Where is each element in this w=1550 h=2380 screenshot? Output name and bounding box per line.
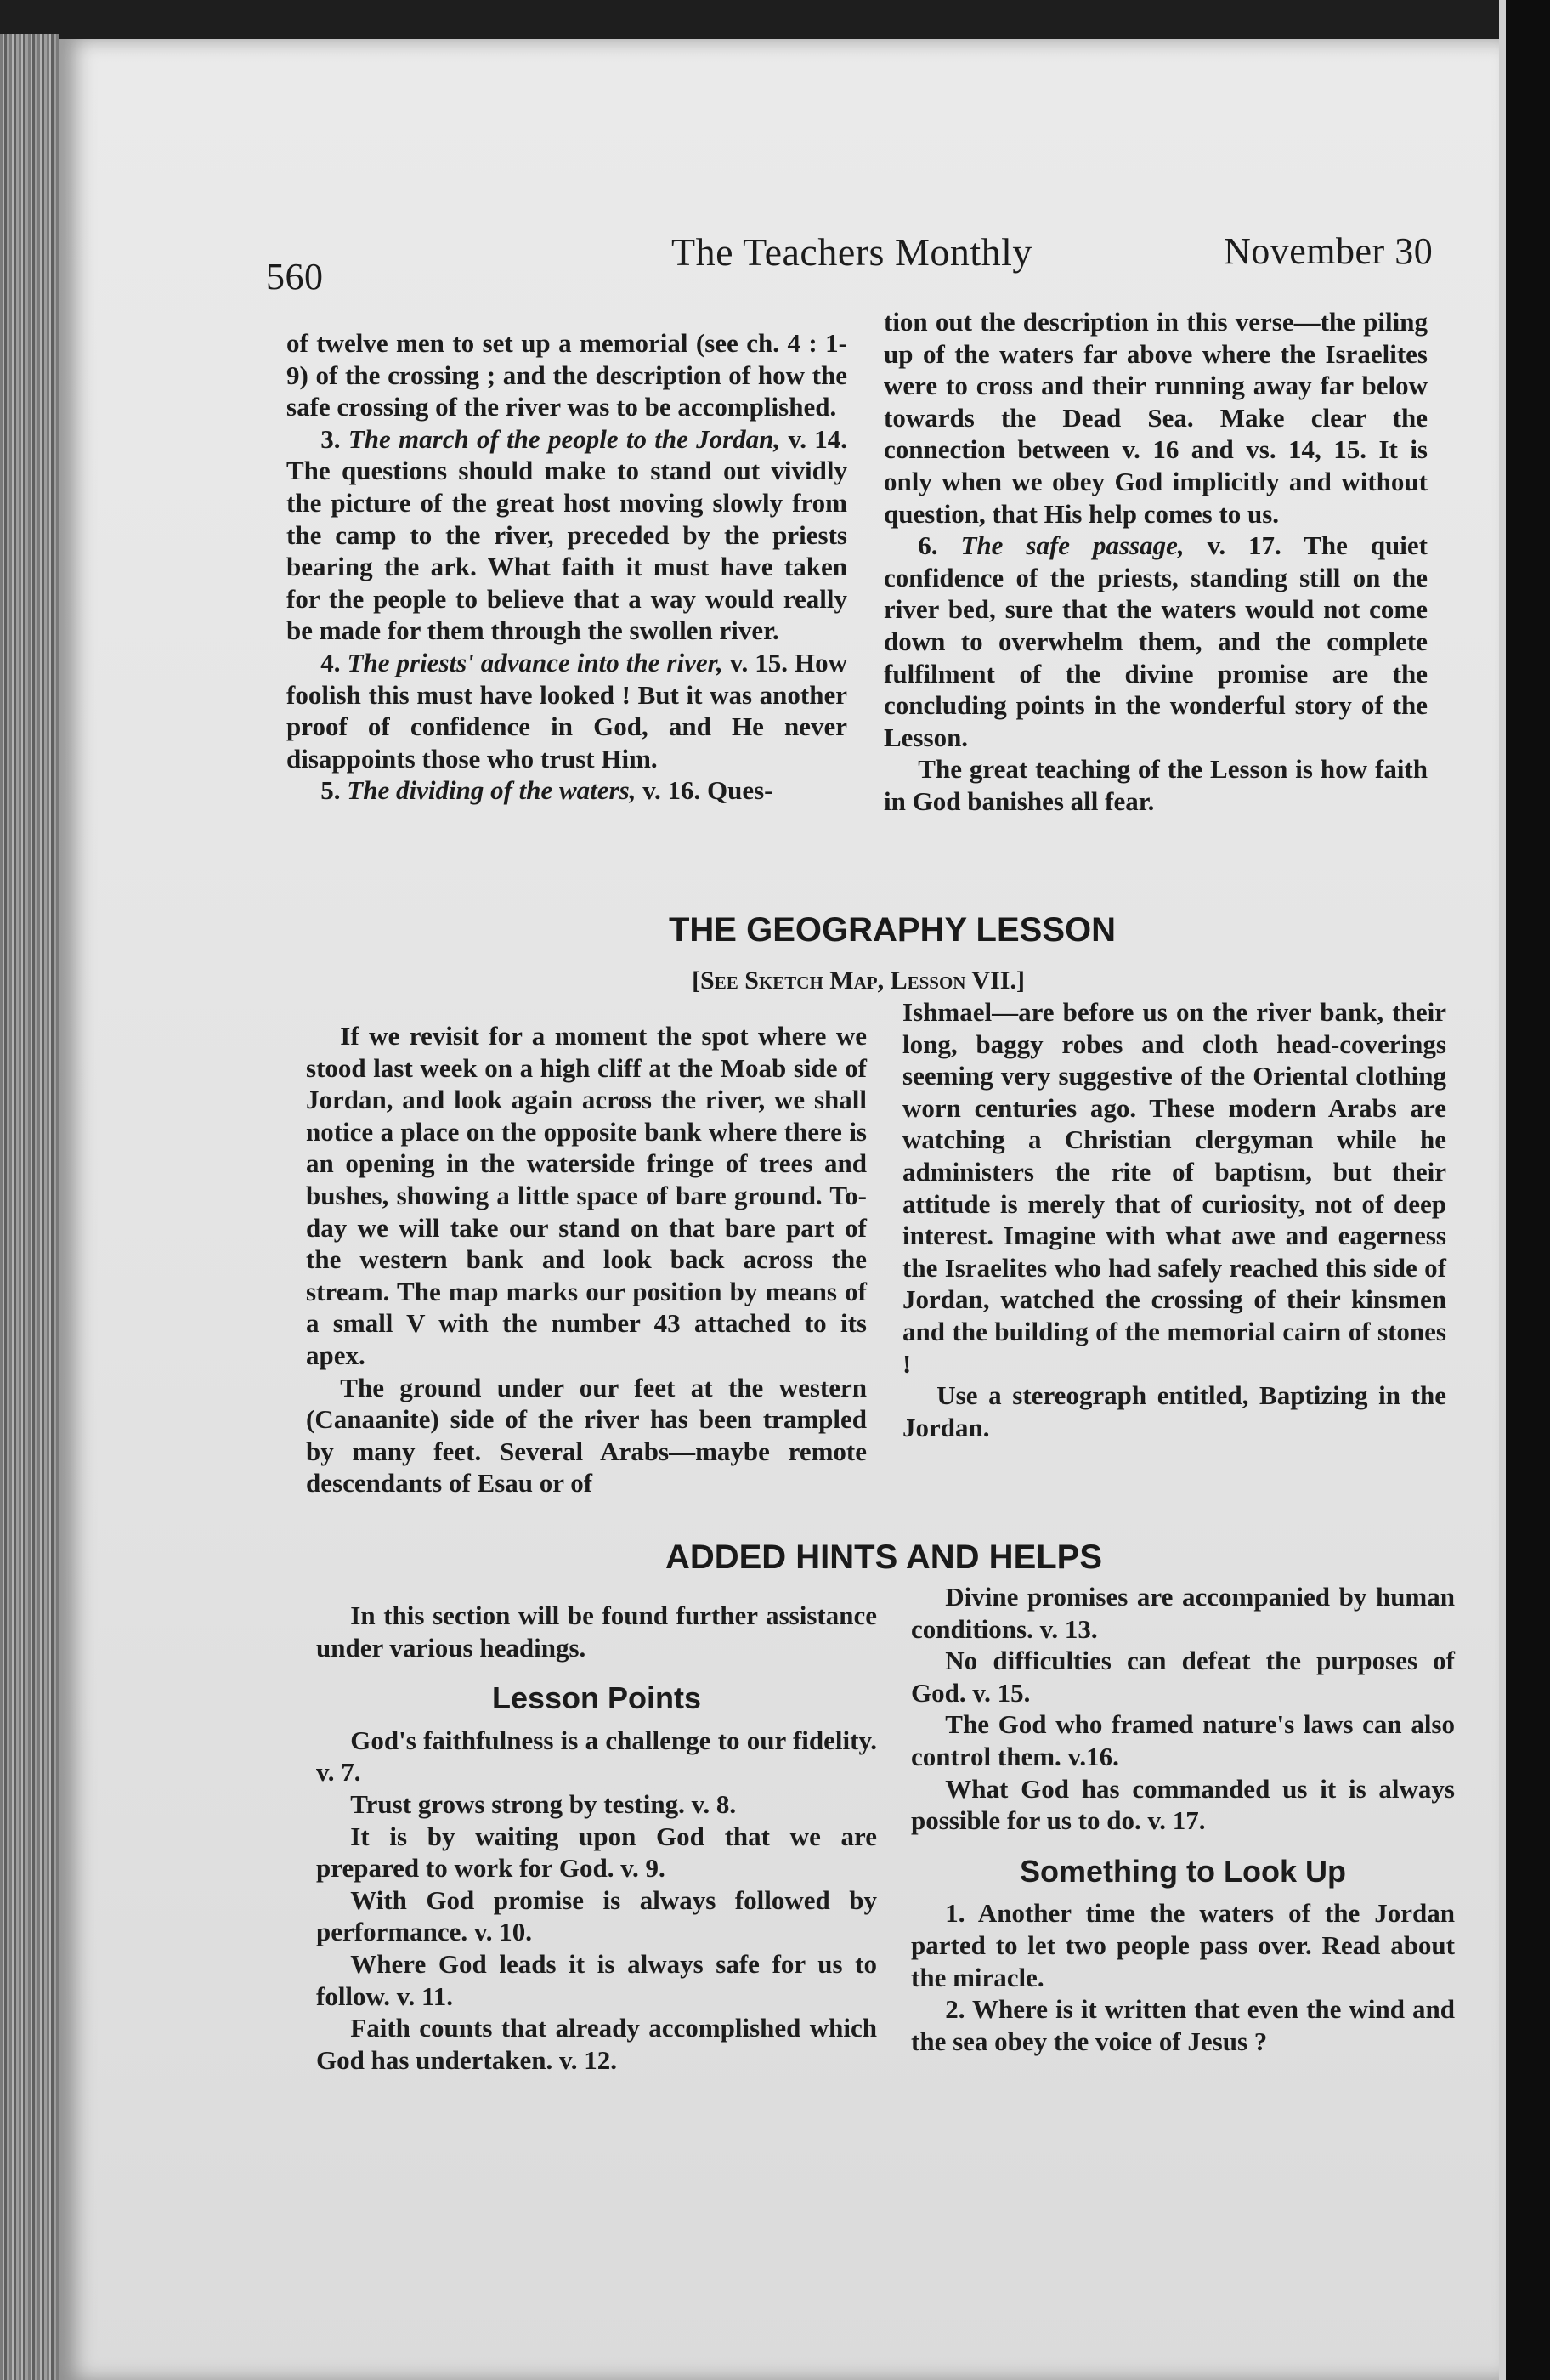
lesson-point: No difficulties can defeat the purposes of God. v. 15. xyxy=(911,1646,1455,1708)
paragraph: The great teaching of the Lesson is how faith in God banishes all fear. xyxy=(884,754,1428,816)
paragraph: The ground under our feet at the western (Canaanite) side of the river has been trampled by many feet. Several Arabs—maybe remote descendants of Esau or of xyxy=(306,1372,867,1499)
lesson-point: Trust grows strong by testing. v. 8. xyxy=(350,1788,737,1819)
page-number: 560 xyxy=(266,256,324,298)
lesson-point: It is by waiting upon God that we are prepared to work for God. v. 9. xyxy=(316,1821,877,1884)
hints-right-column xyxy=(911,1581,1455,2057)
hints-intro: In this section will be found further assistance under various headings. xyxy=(316,1601,877,1663)
hints-heading: ADDED HINTS AND HELPS xyxy=(665,1538,1103,1576)
geography-subheading: [See Sketch Map, Lesson VII.] xyxy=(692,966,1025,994)
hints-left-column xyxy=(316,1600,877,2076)
look-up-item: 1. Another time the waters of the Jordan parted to let two people pass over. Read about the miracle. xyxy=(911,1898,1455,1992)
lesson-point: With God promise is always followed by performance. v. 10. xyxy=(316,1884,877,1947)
top-left-column xyxy=(286,327,847,807)
book-page-stack xyxy=(0,34,59,2380)
top-right-column xyxy=(884,306,1428,818)
running-date: November 30 xyxy=(1224,230,1434,272)
geography-right-column xyxy=(902,996,1446,1443)
lesson-point: The God who framed nature's laws can also control them. v.16. xyxy=(911,1709,1455,1771)
paragraph: 6. The safe passage, v. 17. The quiet confidence of the priests, standing still on the river bed, sure that the waters would not come down to overwhelm them, and the complete fulfilment of the divine promise are the concluding points in the wonderful story of the Lesson. xyxy=(884,530,1428,752)
paragraph: of twelve men to set up a memorial (see ch. 4 : 1-9) of the crossing ; and the description of how the safe crossing of the river was to be accomplished. xyxy=(286,328,847,422)
look-up-item: 2. Where is it written that even the wind and the sea obey the voice of Jesus ? xyxy=(911,1994,1455,2056)
lesson-point: God's faithfulness is a challenge to our fidelity. v. 7. xyxy=(316,1725,877,1788)
geography-heading: THE GEOGRAPHY LESSON xyxy=(668,911,1116,949)
lesson-point: Where God leads it is always safe for us to follow. v. 11. xyxy=(316,1948,877,2011)
paragraph: Use a stereograph entitled, Baptizing in the Jordan. xyxy=(902,1380,1446,1442)
paragraph: Ishmael—are before us on the river bank, their long, baggy robes and cloth head-coverings seeming very suggestive of the Oriental clothing worn centuries ago. These modern Arabs are watching a Christian clergyman while he administers the rite of baptism, but their attitude is merely that of curiosity, not of deep interest. Imagine with what awe and eagerness the Israelites who had safely reached this side of Jordan, watched the crossing of their kinsmen and the building of the memorial cairn of stones ! xyxy=(902,997,1446,1379)
lesson-point: Divine promises are accompanied by human conditions. v. 13. xyxy=(911,1582,1455,1644)
paragraph: 3. The march of the people to the Jordan, v. 14. The questions should make to stand out vividly the picture of the great host moving slowly from the camp to the river, preceded by the priests bearing the ark. What faith it must have taken for the people to believe that a way would really be made for them through the swollen river. xyxy=(286,423,847,646)
lesson-points-heading: Lesson Points xyxy=(491,1680,702,1716)
geography-left-column xyxy=(306,1020,867,1499)
look-up-heading: Something to Look Up xyxy=(1020,1853,1346,1889)
paragraph: 5. The dividing of the waters, v. 16. Ques- xyxy=(320,775,773,806)
paragraph: If we revisit for a moment the spot where we stood last week on a high cliff at the Moab side of Jordan, and look again across the river, we shall notice a place on the opposite bank where there is an opening in the waterside fringe of trees and bushes, showing a little space of bare ground. To-day we will take our stand on that bare part of the western bank and look back across the stream. The map marks our position by means of a small V with the number 43 attached to its apex. xyxy=(306,1021,867,1370)
lesson-point: What God has commanded us it is always possible for us to do. v. 17. xyxy=(911,1773,1455,1836)
paragraph: 4. The priests' advance into the river, v. 15. How foolish this must have looked ! But it was another proof of confidence in God, and He never disappoints those who trust Him. xyxy=(286,647,848,774)
running-title: The Teachers Monthly xyxy=(671,230,1032,274)
facing-page-edge xyxy=(1499,0,1550,2380)
paragraph: tion out the description in this verse—the piling up of the waters far above where the Israelites were to cross and their running away far below towards the Dead Sea. Make clear the connection between v. 16 and vs. 14, 15. It is only when we obey God implicitly and without question, that His help comes to us. xyxy=(884,307,1428,529)
lesson-point: Faith counts that already accomplished which God has undertaken. v. 12. xyxy=(316,2013,877,2075)
